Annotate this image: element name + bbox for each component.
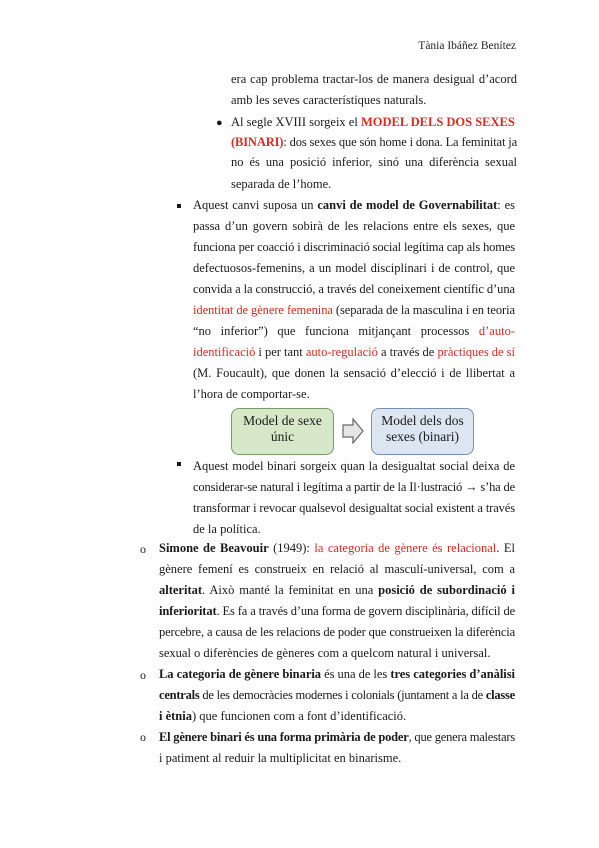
text-line [193, 501, 515, 515]
text-line [159, 730, 515, 744]
text-line [193, 459, 515, 473]
text-segment: la categoria de gènere és relacional [314, 541, 497, 555]
text-segment: pràctiques de sí [437, 345, 515, 359]
text-line [159, 688, 515, 702]
text-line [193, 366, 515, 380]
text-segment: funciona per coacció i discriminació social legítima cap als homes [193, 240, 515, 254]
text-segment: . El [496, 541, 515, 555]
text-segment: (M. Foucault), que donen la sensació d’elecció i de llibertat a [193, 366, 515, 380]
text-line [159, 667, 515, 681]
text-segment: (1949): [268, 541, 315, 555]
text-segment: identitat de gènere femenina [193, 303, 333, 317]
text-segment: defectuosos-femenins, a un model disciplinari i de control, que [193, 261, 515, 275]
text-segment: Aquest canvi suposa un [193, 198, 318, 212]
bullet-square [177, 462, 181, 466]
text-line [231, 177, 331, 191]
text-segment: canvi de model de Governabilitat [317, 198, 498, 212]
text-line [193, 387, 310, 401]
text-line [193, 324, 515, 338]
text-segment: sexual o diferències de gèneres com a quelcom natural i universal. [159, 646, 491, 660]
text-line [231, 135, 517, 149]
text-segment: identificació [193, 345, 256, 359]
text-line [193, 303, 515, 317]
text-segment: MODEL DELS DOS SEXES [360, 115, 515, 129]
text-segment: Simone de Beavouir [159, 541, 269, 555]
text-segment: (separada de la masculina i en teoria [332, 303, 515, 317]
text-segment: : dos sexes que són home i dona. La feminitat ja [283, 135, 517, 149]
text-segment: Aquest model binari sorgeix quan la desigualtat social deixa de [193, 459, 515, 473]
text-line [231, 72, 517, 86]
bullet-square [177, 204, 181, 208]
text-segment: separada de l’home. [231, 177, 332, 191]
text-segment: no és una posició inferior, sinó una diferència sexual [231, 155, 517, 169]
text-segment: percebre, a causa de les relacions de poder que construeixen la diferència [159, 625, 515, 639]
text-segment: , que genera malestars [408, 730, 515, 744]
text-segment: El gènere binari és una forma primària de poder [159, 730, 409, 744]
text-line [159, 625, 515, 639]
diagram-box-two-sexes: Model dels dos sexes (binari) [371, 408, 474, 455]
bullet-circle: o [140, 730, 146, 744]
text-segment: és una de les [321, 667, 391, 681]
text-line [159, 751, 401, 765]
text-segment: auto-regulació [305, 345, 378, 359]
text-segment: era cap problema tractar-los de manera desigual d’acord [231, 72, 517, 86]
text-segment: gènere femení es construeix en relació al masculí-universal, com a [159, 562, 515, 576]
text-segment: i patiment al reduir la multiplicitat en binarisme. [159, 751, 402, 765]
text-segment: ) que funcionen com a font d’identificació. [191, 709, 407, 723]
text-segment: “no inferior”) que funciona mitjançant processos [193, 324, 479, 338]
text-segment: centrals [159, 688, 200, 702]
text-line [193, 480, 515, 494]
text-segment: l’hora de comportar-se. [193, 387, 310, 401]
text-segment: de la política. [193, 522, 261, 536]
text-segment: passa d’un govern sobirà de les relacions entre els sexes, que [193, 219, 515, 233]
text-segment: d’auto- [478, 324, 515, 338]
text-line [193, 261, 515, 275]
text-line [231, 93, 426, 107]
text-line [159, 583, 515, 597]
text-line [159, 541, 515, 555]
text-line [159, 604, 515, 618]
text-line [193, 240, 515, 254]
text-segment: transformar i revocar qualsevol desigualtat social existent a través [193, 501, 515, 515]
text-segment: La categoria de gènere binaria [159, 667, 322, 681]
text-segment: amb les seves característiques naturals. [231, 93, 427, 107]
bullet-dot: ● [216, 117, 223, 129]
text-line [193, 282, 515, 296]
text-line [231, 115, 515, 129]
bullet-circle: o [140, 542, 146, 556]
text-segment: classe [485, 688, 515, 702]
text-segment: . Això manté la feminitat en una [202, 583, 379, 597]
text-segment: convida a la construcció, a través del coneixement científic d’una [193, 282, 515, 296]
text-line [193, 522, 261, 536]
page-header-author: Tània Ibáñez Benítez [418, 40, 516, 52]
text-segment: : es [497, 198, 516, 212]
text-segment: de les democràcies modernes i colonials (juntament a la de [199, 688, 486, 702]
text-segment: tres categories d’anàlisi [390, 667, 515, 681]
text-line [193, 345, 515, 359]
text-segment: . Es fa a través d’una forma de govern disciplinària, difícil de [216, 604, 515, 618]
right-arrow-icon [342, 418, 364, 444]
text-segment: Al segle XVIII sorgeix el [231, 115, 361, 129]
text-segment: (BINARI) [231, 135, 284, 149]
text-segment: considerar-se natural i legítima a partir de la Il·lustració → s’ha de [193, 480, 515, 494]
bullet-circle: o [140, 668, 146, 682]
text-segment: a través de [377, 345, 438, 359]
text-segment: posició de subordinació i [378, 583, 515, 597]
text-line [159, 646, 490, 660]
text-segment: inferioritat [159, 604, 217, 618]
text-line [159, 709, 406, 723]
diagram-box-single-sex: Model de sexe únic [231, 408, 334, 455]
text-line [193, 219, 515, 233]
text-segment: alteritat [159, 583, 203, 597]
text-line [231, 155, 517, 169]
text-segment: i per tant [255, 345, 306, 359]
text-line [159, 562, 515, 576]
text-segment: i ètnia [159, 709, 192, 723]
text-line [193, 198, 515, 212]
